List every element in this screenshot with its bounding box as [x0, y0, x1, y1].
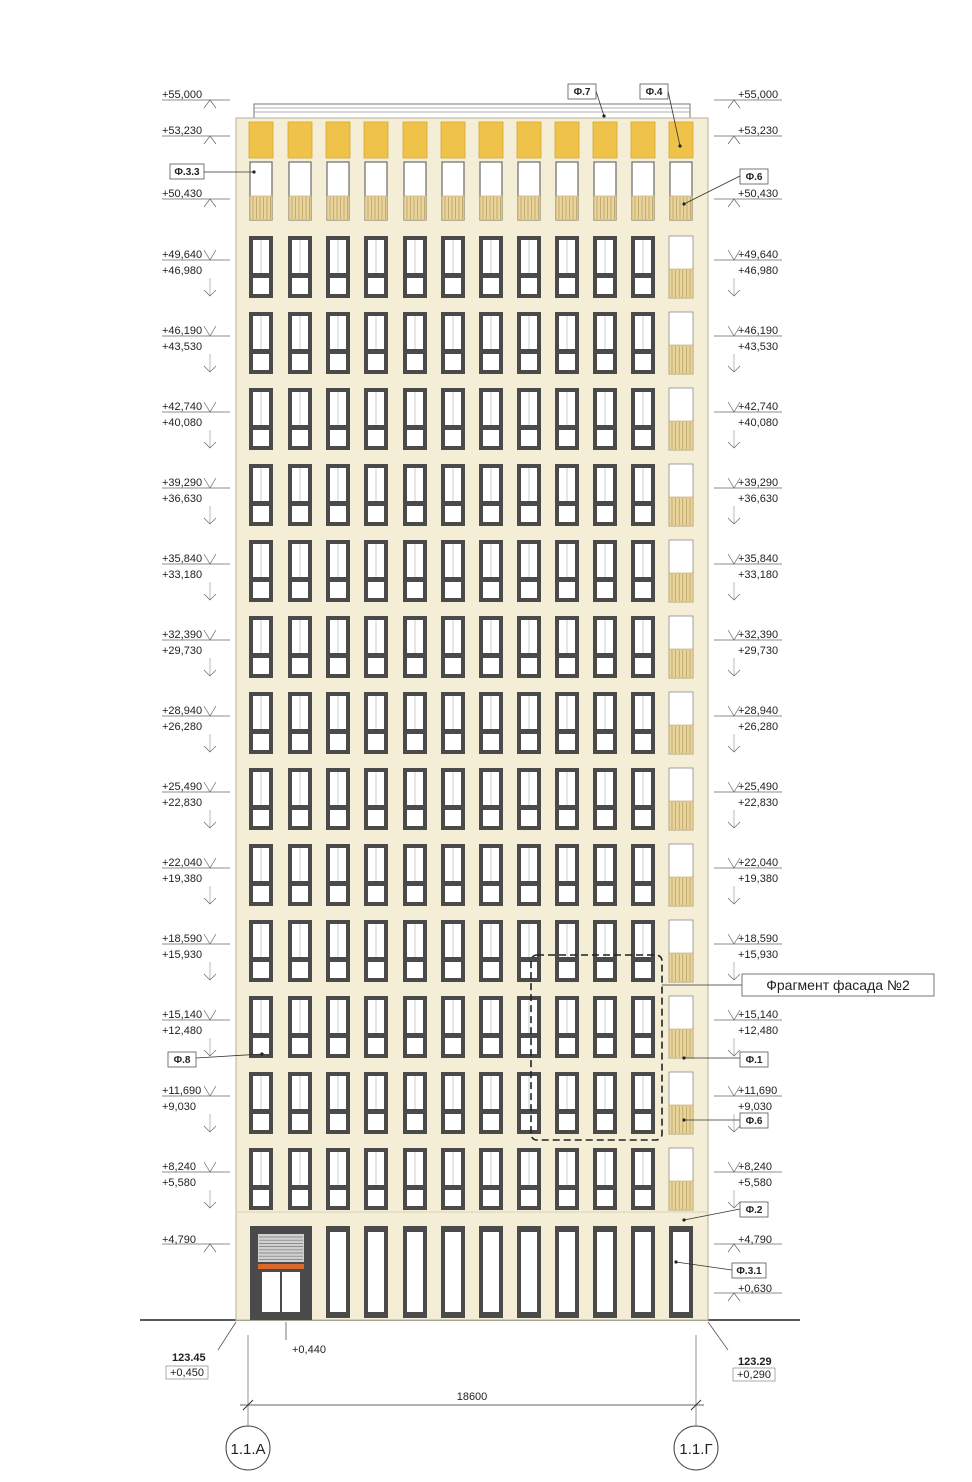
top-floor-window — [555, 122, 579, 220]
callout-text: Ф.6 — [745, 172, 763, 183]
window — [555, 692, 579, 754]
window — [669, 920, 693, 982]
window — [669, 1148, 693, 1210]
window — [517, 464, 541, 526]
window — [441, 464, 465, 526]
elevation-lower: +9,030 — [738, 1101, 772, 1113]
ground-window — [403, 1226, 427, 1318]
window — [669, 768, 693, 830]
window — [555, 1072, 579, 1134]
window — [479, 996, 503, 1058]
ground-window — [517, 1226, 541, 1318]
ground-window — [326, 1226, 350, 1318]
elevation-lower: +12,480 — [738, 1025, 779, 1037]
elevation-value: +4,790 — [738, 1234, 772, 1246]
floor-elevation-pair — [162, 477, 230, 524]
elevation-lower: +36,630 — [738, 493, 779, 505]
window — [555, 464, 579, 526]
elevation-lower: +29,730 — [738, 645, 779, 657]
window — [249, 236, 273, 298]
ground-window — [593, 1226, 617, 1318]
elevation-upper: +46,190 — [162, 325, 203, 337]
entrance-elevation: +0,440 — [292, 1344, 326, 1356]
window — [479, 768, 503, 830]
window — [364, 692, 388, 754]
window — [288, 920, 312, 982]
window — [669, 540, 693, 602]
window — [288, 616, 312, 678]
window — [403, 616, 427, 678]
window — [555, 1148, 579, 1210]
window — [593, 1072, 617, 1134]
floor-elevation-pair — [162, 1161, 230, 1208]
window — [249, 312, 273, 374]
window — [669, 996, 693, 1058]
ground-window — [555, 1226, 579, 1318]
floor-elevation-pair — [162, 553, 230, 600]
floor-elevation-pair — [162, 325, 230, 372]
terrain-mark-left — [166, 1322, 236, 1379]
elevation-lower: +33,180 — [738, 569, 779, 581]
window — [669, 388, 693, 450]
top-floor-window — [479, 122, 503, 220]
floor-elevation-pair — [162, 629, 230, 676]
window — [364, 996, 388, 1058]
window — [249, 996, 273, 1058]
floor-elevation-pair — [714, 1009, 782, 1056]
top-floor-window — [441, 122, 465, 220]
terrain-right-rel: +0,290 — [737, 1369, 771, 1381]
top-elevation-left — [162, 89, 230, 108]
window — [364, 540, 388, 602]
window — [441, 1072, 465, 1134]
window — [479, 236, 503, 298]
axis-marker-a — [226, 1426, 270, 1470]
window — [364, 1072, 388, 1134]
callout-text: Ф.1 — [745, 1055, 763, 1066]
window — [403, 1148, 427, 1210]
window — [441, 388, 465, 450]
window — [669, 464, 693, 526]
window — [631, 464, 655, 526]
window — [631, 312, 655, 374]
window — [631, 1148, 655, 1210]
window — [403, 388, 427, 450]
elevation-lower: +5,580 — [162, 1177, 196, 1189]
window — [479, 920, 503, 982]
elevation-upper: +42,740 — [162, 401, 203, 413]
ground-elevation-right — [714, 1234, 782, 1252]
elevation-lower: +46,980 — [738, 265, 779, 277]
top-elevation-left — [162, 188, 230, 207]
elevation-upper: +35,840 — [738, 553, 779, 565]
ground-window — [631, 1226, 655, 1318]
elevation-upper: +11,690 — [162, 1085, 202, 1097]
window — [403, 996, 427, 1058]
floor-elevation-pair — [714, 629, 782, 676]
elevation-lower: +26,280 — [162, 721, 203, 733]
elevation-lower: +26,280 — [738, 721, 779, 733]
floor-elevation-pair — [162, 249, 230, 296]
window — [364, 1148, 388, 1210]
elevation-upper: +25,490 — [738, 781, 779, 793]
top-floor-window — [517, 122, 541, 220]
terrain-left-abs: 123.45 — [172, 1352, 206, 1364]
entrance-door — [250, 1226, 312, 1320]
elevation-lower: +9,030 — [162, 1101, 196, 1113]
window — [403, 920, 427, 982]
window — [517, 312, 541, 374]
window — [669, 692, 693, 754]
elevation-upper: +42,740 — [738, 401, 779, 413]
elevation-lower: +22,830 — [738, 797, 779, 809]
window — [479, 540, 503, 602]
callout-text: Ф.3.1 — [736, 1266, 762, 1277]
window — [288, 312, 312, 374]
window — [631, 920, 655, 982]
window — [593, 312, 617, 374]
window — [288, 996, 312, 1058]
window — [555, 844, 579, 906]
elevation-lower: +43,530 — [738, 341, 779, 353]
top-elevation-right — [714, 188, 782, 207]
window — [326, 920, 350, 982]
top-floor-window — [631, 122, 655, 220]
window — [441, 312, 465, 374]
window — [631, 768, 655, 830]
elevation-upper: +32,390 — [738, 629, 779, 641]
window — [403, 692, 427, 754]
window — [288, 236, 312, 298]
window — [403, 844, 427, 906]
window — [403, 236, 427, 298]
window — [403, 312, 427, 374]
window — [479, 312, 503, 374]
left-elevation-marks — [162, 89, 230, 1252]
window — [441, 768, 465, 830]
window — [555, 920, 579, 982]
window — [593, 388, 617, 450]
elevation-upper: +22,040 — [162, 857, 203, 869]
callout-text: Ф.4 — [645, 87, 663, 98]
elevation-upper: +8,240 — [162, 1161, 196, 1173]
axis-label-g: 1.1.Г — [679, 1441, 713, 1458]
window — [249, 616, 273, 678]
window — [479, 388, 503, 450]
window — [517, 236, 541, 298]
elevation-lower: +22,830 — [162, 797, 203, 809]
elevation-upper: +28,940 — [738, 705, 779, 717]
window — [249, 464, 273, 526]
top-floor-window — [364, 122, 388, 220]
window — [593, 540, 617, 602]
window — [441, 540, 465, 602]
window — [364, 768, 388, 830]
window — [441, 616, 465, 678]
window — [631, 692, 655, 754]
window — [441, 692, 465, 754]
elevation-upper: +49,640 — [162, 249, 203, 261]
window — [441, 996, 465, 1058]
window — [517, 388, 541, 450]
callout-text: Ф.8 — [173, 1055, 191, 1066]
floor-elevation-pair — [714, 857, 782, 904]
floor-elevation-pair — [714, 325, 782, 372]
elevation-upper: +32,390 — [162, 629, 203, 641]
ground-elevation-left — [162, 1234, 230, 1252]
window — [364, 312, 388, 374]
elevation-lower: +5,580 — [738, 1177, 772, 1189]
window — [517, 768, 541, 830]
floor-elevation-pair — [714, 249, 782, 296]
window — [631, 996, 655, 1058]
elevation-upper: +35,840 — [162, 553, 203, 565]
window — [479, 464, 503, 526]
window — [364, 236, 388, 298]
top-elevation-right — [714, 125, 782, 144]
floor-elevation-pair — [714, 705, 782, 752]
window — [288, 1072, 312, 1134]
callout-f7 — [568, 84, 606, 118]
window — [555, 236, 579, 298]
elevation-lower: +12,480 — [162, 1025, 203, 1037]
window — [249, 388, 273, 450]
window — [517, 616, 541, 678]
window — [631, 1072, 655, 1134]
elevation-upper: +49,640 — [738, 249, 779, 261]
elevation-value: +50,430 — [162, 188, 203, 200]
window — [326, 1148, 350, 1210]
window — [555, 768, 579, 830]
window — [517, 920, 541, 982]
elevation-value: +4,790 — [162, 1234, 196, 1246]
window — [326, 768, 350, 830]
floor-elevation-pair — [714, 1161, 782, 1208]
window — [593, 920, 617, 982]
top-floor-window — [593, 122, 617, 220]
window — [555, 996, 579, 1058]
window — [326, 540, 350, 602]
window — [441, 1148, 465, 1210]
elevation-lower: +36,630 — [162, 493, 203, 505]
elevation-lower: +43,530 — [162, 341, 203, 353]
window — [249, 1148, 273, 1210]
elevation-lower: +15,930 — [738, 949, 779, 961]
window — [326, 236, 350, 298]
elevation-value: +50,430 — [738, 188, 779, 200]
elevation-upper: +15,140 — [738, 1009, 779, 1021]
window — [249, 540, 273, 602]
elevation-value: +55,000 — [738, 89, 779, 101]
window — [555, 312, 579, 374]
elevation-lower: +19,380 — [738, 873, 779, 885]
top-floor-window — [326, 122, 350, 220]
window — [631, 844, 655, 906]
window — [669, 236, 693, 298]
window — [669, 616, 693, 678]
elevation-lower: +40,080 — [738, 417, 779, 429]
window — [288, 464, 312, 526]
axis-marker-g — [674, 1426, 718, 1470]
top-floor-window — [669, 122, 693, 220]
window — [288, 388, 312, 450]
window — [403, 540, 427, 602]
elevation-upper: +28,940 — [162, 705, 203, 717]
window — [593, 996, 617, 1058]
ground-window — [479, 1226, 503, 1318]
elevation-lower: +29,730 — [162, 645, 203, 657]
top-floor-window — [249, 122, 273, 220]
floor-elevation-pair — [162, 1085, 230, 1132]
elevation-value: +0,630 — [738, 1283, 772, 1295]
top-elevation-left — [162, 125, 230, 144]
callout-text: Ф.6 — [745, 1116, 763, 1127]
window — [517, 1072, 541, 1134]
window — [403, 464, 427, 526]
window — [249, 768, 273, 830]
window — [326, 996, 350, 1058]
window — [631, 388, 655, 450]
window — [326, 616, 350, 678]
elevation-lower: +33,180 — [162, 569, 203, 581]
window — [326, 1072, 350, 1134]
window — [441, 920, 465, 982]
window — [326, 312, 350, 374]
window — [288, 692, 312, 754]
window — [517, 540, 541, 602]
window — [517, 996, 541, 1058]
top-elevation-right — [714, 89, 782, 108]
window — [593, 692, 617, 754]
floor-elevation-pair — [714, 553, 782, 600]
terrain-right-abs: 123.29 — [738, 1356, 772, 1368]
floor-elevation-pair — [162, 857, 230, 904]
window — [288, 540, 312, 602]
window — [364, 616, 388, 678]
ground-window — [669, 1226, 693, 1318]
callout-text: Ф.2 — [745, 1205, 763, 1216]
ground-window — [364, 1226, 388, 1318]
elevation-upper: +25,490 — [162, 781, 203, 793]
floor-elevation-pair — [162, 705, 230, 752]
dimension-value: 18600 — [456, 1391, 488, 1403]
elevation-lower: +19,380 — [162, 873, 203, 885]
terrain-mark-right — [708, 1322, 775, 1381]
window — [631, 236, 655, 298]
window — [517, 844, 541, 906]
floor-elevation-pair — [714, 781, 782, 828]
window — [593, 616, 617, 678]
window — [555, 616, 579, 678]
floor-elevation-pair — [162, 401, 230, 448]
floor-elevation-pair — [162, 1009, 230, 1056]
elevation-upper: +8,240 — [738, 1161, 772, 1173]
window — [288, 768, 312, 830]
floor-elevation-pair — [714, 477, 782, 524]
window — [669, 312, 693, 374]
window — [631, 616, 655, 678]
window — [364, 388, 388, 450]
floor-elevation-pair — [162, 933, 230, 980]
terrain-left-rel: +0,450 — [170, 1367, 204, 1379]
window — [364, 920, 388, 982]
window — [479, 1148, 503, 1210]
elevation-upper: +39,290 — [738, 477, 779, 489]
window — [669, 844, 693, 906]
window — [249, 692, 273, 754]
window — [517, 692, 541, 754]
window — [288, 844, 312, 906]
elevation-upper: +46,190 — [738, 325, 779, 337]
window — [326, 388, 350, 450]
elevation-value: +55,000 — [162, 89, 203, 101]
window — [364, 464, 388, 526]
ground-window — [441, 1226, 465, 1318]
window — [403, 768, 427, 830]
roof-parapet — [254, 104, 690, 118]
window — [479, 692, 503, 754]
callout-text: Ф.7 — [573, 87, 591, 98]
window — [479, 844, 503, 906]
window — [326, 844, 350, 906]
elevation-upper: +18,590 — [738, 933, 779, 945]
elevation-upper: +39,290 — [162, 477, 203, 489]
window — [441, 236, 465, 298]
ground-elevation-right-low — [714, 1283, 782, 1301]
window — [479, 1072, 503, 1134]
window — [593, 768, 617, 830]
window — [441, 844, 465, 906]
elevation-lower: +40,080 — [162, 417, 203, 429]
window — [326, 692, 350, 754]
window — [364, 844, 388, 906]
window — [593, 236, 617, 298]
elevation-upper: +11,690 — [738, 1085, 778, 1097]
elevation-upper: +15,140 — [162, 1009, 203, 1021]
top-floor-window — [288, 122, 312, 220]
elevation-lower: +46,980 — [162, 265, 203, 277]
window — [288, 1148, 312, 1210]
window — [669, 1072, 693, 1134]
window — [593, 1148, 617, 1210]
window — [631, 540, 655, 602]
window — [593, 844, 617, 906]
window — [555, 388, 579, 450]
elevation-upper: +18,590 — [162, 933, 203, 945]
window — [249, 844, 273, 906]
window — [555, 540, 579, 602]
elevation-value: +53,230 — [162, 125, 203, 137]
fragment-label: Фрагмент фасада №2 — [766, 977, 910, 993]
window — [593, 464, 617, 526]
floor-elevation-pair — [714, 401, 782, 448]
elevation-upper: +22,040 — [738, 857, 779, 869]
top-floor-window — [403, 122, 427, 220]
window — [249, 1072, 273, 1134]
window — [479, 616, 503, 678]
window — [249, 920, 273, 982]
elevation-value: +53,230 — [738, 125, 779, 137]
elevation-lower: +15,930 — [162, 949, 203, 961]
axis-label-a: 1.1.А — [230, 1441, 266, 1458]
floor-elevation-pair — [162, 781, 230, 828]
window — [517, 1148, 541, 1210]
floor-elevation-pair — [714, 933, 782, 980]
window — [403, 1072, 427, 1134]
window — [326, 464, 350, 526]
callout-text: Ф.3.3 — [174, 167, 200, 178]
